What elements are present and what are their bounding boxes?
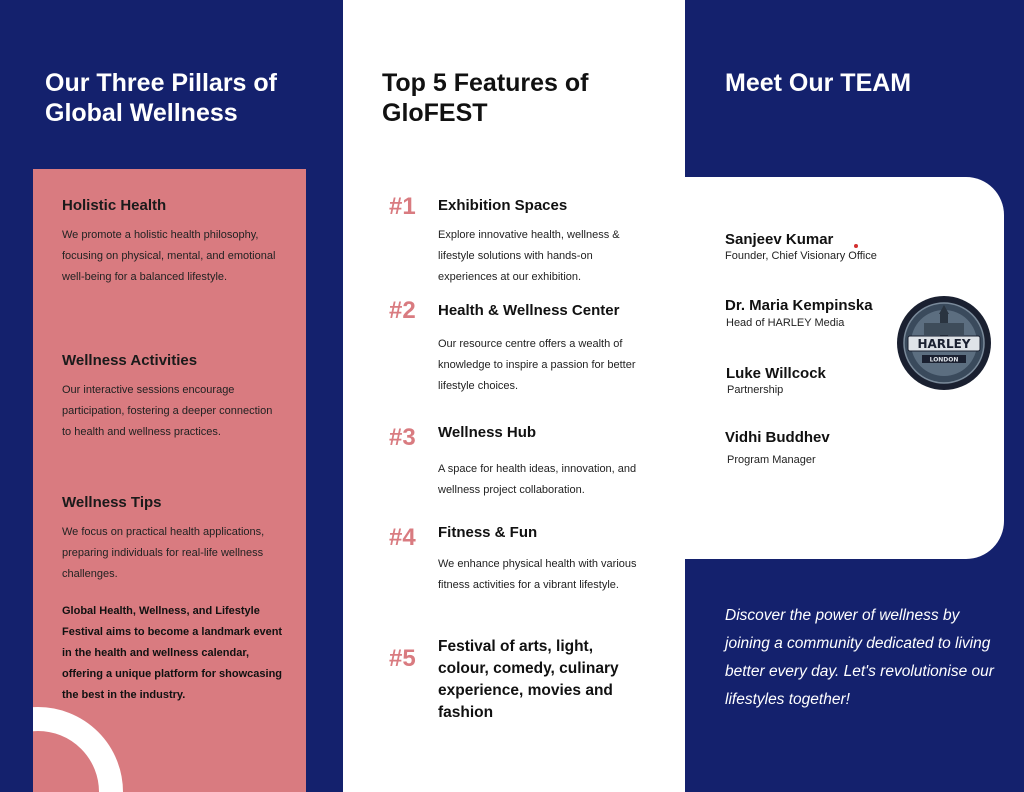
pillar-title: Wellness Activities — [62, 352, 198, 369]
features-heading: Top 5 Features of GloFEST — [382, 69, 589, 127]
member-role: Head of HARLEY Media — [726, 317, 845, 329]
feature-text: Our resource centre offers a wealth of knowledge to inspire a passion for better lifestyle choices. — [438, 338, 636, 392]
pillars-panel — [0, 0, 343, 792]
feature-title: Festival of arts, light, colour, comedy, culinary experience, movies and fashion — [438, 638, 619, 721]
member-name: Vidhi Buddhev — [725, 429, 830, 446]
feature-number: #1 — [389, 193, 416, 220]
feature-text: Explore innovative health, wellness & lifestyle solutions with hands-on experiences at our exhibition. — [438, 229, 620, 283]
logo-text: HARLEY — [917, 337, 971, 351]
harley-logo — [896, 295, 992, 391]
member-role: Program Manager — [727, 454, 816, 466]
logo-subtext: LONDON — [929, 356, 959, 364]
member-role: Partnership — [727, 384, 784, 396]
member-name: Luke Willcock — [726, 365, 826, 382]
red-dot — [854, 244, 858, 248]
pillar-title: Holistic Health — [62, 197, 167, 214]
member-name: Dr. Maria Kempinska — [725, 297, 873, 314]
pillar-text: Our interactive sessions encourage participation, fostering a deeper connection to health and wellness practices. — [62, 384, 273, 438]
feature-number: #4 — [389, 524, 416, 551]
feature-title: Health & Wellness Center — [438, 302, 620, 319]
mission-statement: Global Health, Wellness, and Lifestyle Festival aims to become a landmark event in the health and wellness calendar, offering a unique platform for showcasing the best in the industry. — [62, 605, 283, 701]
member-name: Sanjeev Kumar — [725, 231, 834, 248]
pillars-heading: Our Three Pillars of Global Wellness — [45, 69, 278, 127]
feature-number: #2 — [389, 297, 416, 324]
feature-title: Exhibition Spaces — [438, 197, 568, 214]
decorative-ring — [33, 707, 123, 792]
feature-number: #5 — [389, 645, 416, 672]
member-role: Founder, Chief Visionary Office — [725, 250, 877, 262]
features-panel — [343, 0, 685, 792]
feature-title: Wellness Hub — [438, 424, 537, 441]
tagline: Discover the power of wellness by joining a community dedicated to living better every day. Let's revolutionise our lifestyles together! — [725, 607, 994, 708]
team-panel — [685, 0, 1024, 792]
pillar-text: We promote a holistic health philosophy, focusing on physical, mental, and emotional well-being for a balanced lifestyle. — [62, 229, 276, 283]
feature-number: #3 — [389, 424, 416, 451]
feature-text: We enhance physical health with various fitness activities for a vibrant lifestyle. — [438, 558, 637, 591]
team-card — [685, 177, 1004, 559]
feature-text: A space for health ideas, innovation, and wellness project collaboration. — [438, 463, 637, 496]
pillar-text: We focus on practical health applications, preparing individuals for real-life wellness challenges. — [62, 526, 265, 580]
feature-title: Fitness & Fun — [438, 524, 538, 541]
pillars-box — [33, 169, 306, 792]
pillar-title: Wellness Tips — [62, 494, 162, 511]
team-heading: Meet Our TEAM — [725, 69, 912, 97]
